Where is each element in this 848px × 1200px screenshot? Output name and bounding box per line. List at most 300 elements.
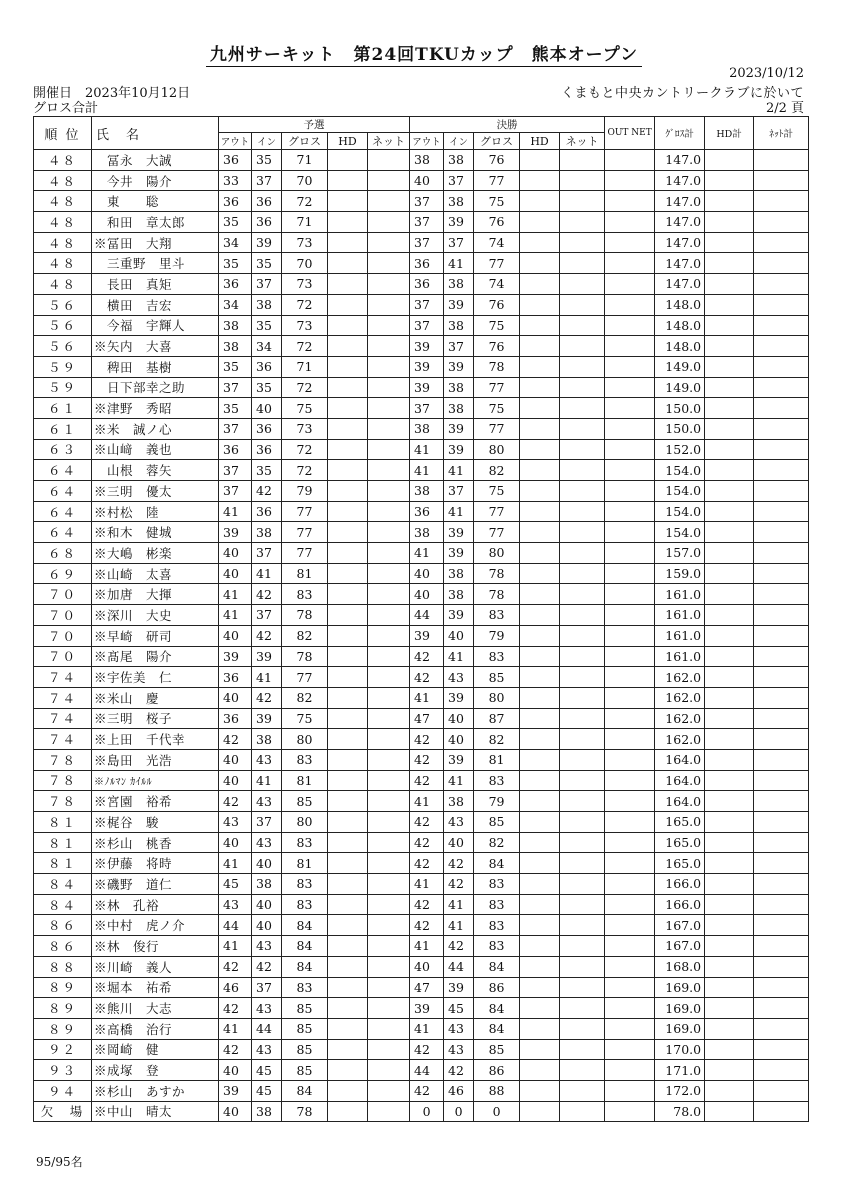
round1-in: 45 — [252, 1060, 282, 1081]
round2-gross: 77 — [474, 501, 520, 522]
round1-gross: 77 — [282, 667, 328, 688]
rank-cell: 欠 場 — [34, 1101, 92, 1122]
round2-in: 39 — [444, 418, 474, 439]
round2-net — [560, 563, 605, 584]
round2-out: 40 — [410, 956, 444, 977]
round1-in: 35 — [252, 377, 282, 398]
round2-out: 39 — [410, 336, 444, 357]
net-total — [754, 915, 809, 936]
round1-net — [368, 625, 410, 646]
rank-cell: ６８ — [34, 543, 92, 564]
round1-in: 38 — [252, 1101, 282, 1122]
outnet-cell — [605, 749, 655, 770]
net-total — [754, 294, 809, 315]
round1-gross: 83 — [282, 894, 328, 915]
round2-hd — [520, 894, 560, 915]
round2-gross: 75 — [474, 315, 520, 336]
round2-in: 41 — [444, 894, 474, 915]
round1-net — [368, 191, 410, 212]
round1-in: 43 — [252, 749, 282, 770]
round1-hd — [328, 232, 368, 253]
outnet-cell — [605, 336, 655, 357]
round1-in: 41 — [252, 667, 282, 688]
hd-total — [705, 1080, 754, 1101]
name-cell: ※大嶋 彬楽 — [92, 543, 219, 564]
round2-gross: 86 — [474, 1060, 520, 1081]
name-cell: ※米山 慶 — [92, 687, 219, 708]
round1-net — [368, 418, 410, 439]
table-row — [34, 998, 809, 1019]
round2-net — [560, 584, 605, 605]
round2-in: 39 — [444, 605, 474, 626]
round1-out: 43 — [219, 894, 252, 915]
outnet-cell — [605, 439, 655, 460]
round1-net — [368, 356, 410, 377]
round1-in: 39 — [252, 646, 282, 667]
round1-out: 40 — [219, 543, 252, 564]
name-cell: ※宮園 裕希 — [92, 791, 219, 812]
hd-total — [705, 667, 754, 688]
outnet-cell — [605, 894, 655, 915]
outnet-cell — [605, 543, 655, 564]
round1-hd — [328, 1039, 368, 1060]
round2-hd — [520, 294, 560, 315]
round2-net — [560, 812, 605, 833]
rank-cell: ７４ — [34, 708, 92, 729]
net-total — [754, 729, 809, 750]
rank-cell: ５９ — [34, 377, 92, 398]
table-row — [34, 418, 809, 439]
round1-net — [368, 687, 410, 708]
round1-out: 41 — [219, 1018, 252, 1039]
outnet-cell — [605, 584, 655, 605]
round2-out: 40 — [410, 584, 444, 605]
round1-net — [368, 543, 410, 564]
net-total — [754, 1018, 809, 1039]
round1-net — [368, 812, 410, 833]
round2-hd — [520, 481, 560, 502]
round1-in: 43 — [252, 936, 282, 957]
net-total — [754, 894, 809, 915]
rank-cell: ７０ — [34, 605, 92, 626]
round1-out: 42 — [219, 791, 252, 812]
hd-total — [705, 439, 754, 460]
round1-out: 40 — [219, 625, 252, 646]
round2-hd — [520, 150, 560, 171]
gross-total: 172.0 — [655, 1080, 705, 1101]
round1-gross: 77 — [282, 543, 328, 564]
gross-total: 161.0 — [655, 646, 705, 667]
rank-cell: ８９ — [34, 1018, 92, 1039]
round2-gross: 78 — [474, 356, 520, 377]
round1-in: 45 — [252, 1080, 282, 1101]
hd-total — [705, 605, 754, 626]
round1-out: 38 — [219, 315, 252, 336]
round1-net — [368, 936, 410, 957]
table-row — [34, 1080, 809, 1101]
round2-hd — [520, 418, 560, 439]
outnet-cell — [605, 1060, 655, 1081]
header-gross-2: グロス — [474, 133, 520, 150]
round2-gross: 0 — [474, 1101, 520, 1122]
rank-cell: ７０ — [34, 646, 92, 667]
round2-net — [560, 770, 605, 791]
net-total — [754, 522, 809, 543]
round2-out: 37 — [410, 191, 444, 212]
table-row — [34, 977, 809, 998]
round2-net — [560, 398, 605, 419]
gross-total: 147.0 — [655, 274, 705, 295]
table-row — [34, 212, 809, 233]
gross-total: 164.0 — [655, 770, 705, 791]
round2-net — [560, 687, 605, 708]
round2-out: 38 — [410, 150, 444, 171]
round1-out: 33 — [219, 170, 252, 191]
net-total — [754, 460, 809, 481]
name-cell: ※矢内 大喜 — [92, 336, 219, 357]
round1-in: 42 — [252, 481, 282, 502]
header-out-1: アウト — [219, 133, 252, 150]
outnet-cell — [605, 1039, 655, 1060]
table-row — [34, 584, 809, 605]
gross-total: 147.0 — [655, 150, 705, 171]
round1-in: 37 — [252, 605, 282, 626]
round1-in: 42 — [252, 584, 282, 605]
round2-gross: 76 — [474, 150, 520, 171]
round1-out: 40 — [219, 1060, 252, 1081]
round2-gross: 74 — [474, 274, 520, 295]
name-cell: 今福 宇輝人 — [92, 315, 219, 336]
round2-in: 43 — [444, 667, 474, 688]
round1-out: 40 — [219, 832, 252, 853]
name-cell: 横田 吉宏 — [92, 294, 219, 315]
round2-net — [560, 956, 605, 977]
outnet-cell — [605, 646, 655, 667]
round1-out: 42 — [219, 956, 252, 977]
round2-out: 42 — [410, 894, 444, 915]
gross-total: 147.0 — [655, 191, 705, 212]
round2-hd — [520, 253, 560, 274]
round2-gross: 74 — [474, 232, 520, 253]
header-net-1: ネット — [368, 133, 410, 150]
net-total — [754, 667, 809, 688]
round2-out: 41 — [410, 1018, 444, 1039]
round1-out: 34 — [219, 294, 252, 315]
round2-net — [560, 439, 605, 460]
table-row — [34, 749, 809, 770]
round1-out: 40 — [219, 563, 252, 584]
outnet-cell — [605, 874, 655, 895]
hd-total — [705, 356, 754, 377]
name-cell: 山根 蓉矢 — [92, 460, 219, 481]
outnet-cell — [605, 729, 655, 750]
table-row — [34, 729, 809, 750]
round2-gross: 85 — [474, 812, 520, 833]
outnet-cell — [605, 150, 655, 171]
round2-out: 47 — [410, 977, 444, 998]
hd-total — [705, 874, 754, 895]
round2-hd — [520, 501, 560, 522]
round1-in: 38 — [252, 874, 282, 895]
round2-hd — [520, 708, 560, 729]
round2-in: 38 — [444, 398, 474, 419]
round2-out: 42 — [410, 770, 444, 791]
round2-gross: 83 — [474, 915, 520, 936]
round2-out: 42 — [410, 853, 444, 874]
round2-hd — [520, 605, 560, 626]
outnet-cell — [605, 770, 655, 791]
hd-total — [705, 336, 754, 357]
round2-gross: 83 — [474, 936, 520, 957]
name-cell: 今井 陽介 — [92, 170, 219, 191]
round2-out: 42 — [410, 832, 444, 853]
round1-out: 35 — [219, 253, 252, 274]
round2-gross: 84 — [474, 853, 520, 874]
round1-hd — [328, 687, 368, 708]
round2-in: 41 — [444, 646, 474, 667]
round1-gross: 73 — [282, 232, 328, 253]
round2-out: 42 — [410, 1080, 444, 1101]
gross-total: 147.0 — [655, 232, 705, 253]
gross-total: 171.0 — [655, 1060, 705, 1081]
round2-net — [560, 315, 605, 336]
round2-out: 44 — [410, 605, 444, 626]
round2-in: 42 — [444, 853, 474, 874]
round2-hd — [520, 356, 560, 377]
round1-out: 42 — [219, 1039, 252, 1060]
name-cell: ※磯野 道仁 — [92, 874, 219, 895]
round2-gross: 75 — [474, 191, 520, 212]
table-row — [34, 770, 809, 791]
gross-total: 148.0 — [655, 294, 705, 315]
gross-total: 149.0 — [655, 377, 705, 398]
round2-net — [560, 294, 605, 315]
outnet-cell — [605, 1101, 655, 1122]
round1-out: 37 — [219, 377, 252, 398]
table-row — [34, 1018, 809, 1039]
round1-net — [368, 1101, 410, 1122]
round2-hd — [520, 1101, 560, 1122]
round1-in: 37 — [252, 170, 282, 191]
net-total — [754, 481, 809, 502]
round2-hd — [520, 853, 560, 874]
round1-out: 46 — [219, 977, 252, 998]
gross-total: 166.0 — [655, 894, 705, 915]
round2-net — [560, 1080, 605, 1101]
round1-hd — [328, 1101, 368, 1122]
round1-gross: 73 — [282, 418, 328, 439]
net-total — [754, 150, 809, 171]
outnet-cell — [605, 687, 655, 708]
rank-cell: ５９ — [34, 356, 92, 377]
rank-cell: ６９ — [34, 563, 92, 584]
round1-gross: 72 — [282, 460, 328, 481]
table-row — [34, 812, 809, 833]
player-count: 95/95名 — [36, 1155, 83, 1169]
round1-net — [368, 915, 410, 936]
outnet-cell — [605, 294, 655, 315]
round2-in: 38 — [444, 563, 474, 584]
header-round2: 決勝 — [410, 117, 605, 133]
round1-net — [368, 212, 410, 233]
rank-cell: ６４ — [34, 522, 92, 543]
round1-net — [368, 584, 410, 605]
rank-cell: ５６ — [34, 315, 92, 336]
round1-net — [368, 1060, 410, 1081]
round1-hd — [328, 212, 368, 233]
round1-in: 43 — [252, 998, 282, 1019]
name-cell: ※川崎 義人 — [92, 956, 219, 977]
round2-out: 37 — [410, 315, 444, 336]
round1-out: 41 — [219, 936, 252, 957]
round2-hd — [520, 398, 560, 419]
net-total — [754, 170, 809, 191]
round1-out: 36 — [219, 191, 252, 212]
net-total — [754, 749, 809, 770]
round2-net — [560, 481, 605, 502]
round2-net — [560, 915, 605, 936]
round1-gross: 77 — [282, 501, 328, 522]
net-total — [754, 232, 809, 253]
round2-out: 40 — [410, 170, 444, 191]
round1-hd — [328, 915, 368, 936]
round1-net — [368, 770, 410, 791]
name-cell: ※冨田 大翔 — [92, 232, 219, 253]
round2-gross: 84 — [474, 998, 520, 1019]
round2-out: 41 — [410, 543, 444, 564]
round2-gross: 81 — [474, 749, 520, 770]
round2-in: 45 — [444, 998, 474, 1019]
gross-total: 149.0 — [655, 356, 705, 377]
round1-in: 40 — [252, 894, 282, 915]
name-cell: ※伊藤 将時 — [92, 853, 219, 874]
round2-gross: 83 — [474, 646, 520, 667]
table-row — [34, 936, 809, 957]
round2-hd — [520, 625, 560, 646]
round1-hd — [328, 729, 368, 750]
round1-out: 43 — [219, 812, 252, 833]
outnet-cell — [605, 191, 655, 212]
held-date: 開催日 2023年10月12日 — [33, 86, 191, 101]
outnet-cell — [605, 501, 655, 522]
round1-gross: 72 — [282, 377, 328, 398]
gross-total: 165.0 — [655, 812, 705, 833]
round1-out: 37 — [219, 481, 252, 502]
round1-hd — [328, 501, 368, 522]
round2-in: 43 — [444, 1039, 474, 1060]
gross-total: 147.0 — [655, 212, 705, 233]
round1-hd — [328, 936, 368, 957]
round2-gross: 83 — [474, 894, 520, 915]
round1-in: 37 — [252, 812, 282, 833]
round1-gross: 82 — [282, 625, 328, 646]
name-cell: ※宇佐美 仁 — [92, 667, 219, 688]
round2-in: 44 — [444, 956, 474, 977]
round2-hd — [520, 749, 560, 770]
round2-hd — [520, 543, 560, 564]
gross-total: 162.0 — [655, 687, 705, 708]
round2-net — [560, 377, 605, 398]
round2-net — [560, 501, 605, 522]
round2-in: 46 — [444, 1080, 474, 1101]
hd-total — [705, 212, 754, 233]
gross-total: 167.0 — [655, 915, 705, 936]
net-total — [754, 791, 809, 812]
round2-in: 40 — [444, 832, 474, 853]
round1-out: 42 — [219, 998, 252, 1019]
table-row — [34, 274, 809, 295]
round1-gross: 78 — [282, 646, 328, 667]
gross-total: 162.0 — [655, 708, 705, 729]
round2-out: 40 — [410, 563, 444, 584]
round1-hd — [328, 253, 368, 274]
round1-net — [368, 729, 410, 750]
round2-gross: 76 — [474, 212, 520, 233]
round2-in: 38 — [444, 377, 474, 398]
round1-gross: 73 — [282, 274, 328, 295]
round1-in: 38 — [252, 729, 282, 750]
gross-total: 161.0 — [655, 584, 705, 605]
table-row — [34, 315, 809, 336]
rank-cell: ８４ — [34, 894, 92, 915]
round2-net — [560, 191, 605, 212]
hd-total — [705, 956, 754, 977]
round2-gross: 75 — [474, 398, 520, 419]
round2-out: 41 — [410, 439, 444, 460]
round1-in: 36 — [252, 501, 282, 522]
gross-total: 147.0 — [655, 253, 705, 274]
round2-gross: 79 — [474, 625, 520, 646]
round2-net — [560, 998, 605, 1019]
rank-cell: ７８ — [34, 770, 92, 791]
round1-in: 37 — [252, 977, 282, 998]
round1-hd — [328, 708, 368, 729]
round1-gross: 70 — [282, 253, 328, 274]
table-row — [34, 253, 809, 274]
round1-in: 34 — [252, 336, 282, 357]
outnet-cell — [605, 522, 655, 543]
round2-in: 39 — [444, 356, 474, 377]
round2-in: 41 — [444, 253, 474, 274]
round1-hd — [328, 998, 368, 1019]
round1-hd — [328, 874, 368, 895]
round1-gross: 82 — [282, 687, 328, 708]
outnet-cell — [605, 377, 655, 398]
round2-out: 41 — [410, 460, 444, 481]
table-row — [34, 832, 809, 853]
round1-out: 41 — [219, 584, 252, 605]
table-row — [34, 543, 809, 564]
round1-gross: 72 — [282, 439, 328, 460]
net-total — [754, 936, 809, 957]
table-row — [34, 1060, 809, 1081]
name-cell: ※中山 晴太 — [92, 1101, 219, 1122]
round1-in: 36 — [252, 212, 282, 233]
gross-total: 150.0 — [655, 418, 705, 439]
round1-in: 35 — [252, 150, 282, 171]
round1-in: 40 — [252, 915, 282, 936]
table-row — [34, 398, 809, 419]
rank-cell: ４８ — [34, 274, 92, 295]
round1-hd — [328, 170, 368, 191]
outnet-cell — [605, 274, 655, 295]
round1-gross: 83 — [282, 832, 328, 853]
outnet-cell — [605, 853, 655, 874]
round2-gross: 83 — [474, 605, 520, 626]
net-total — [754, 356, 809, 377]
round1-hd — [328, 853, 368, 874]
round2-hd — [520, 998, 560, 1019]
